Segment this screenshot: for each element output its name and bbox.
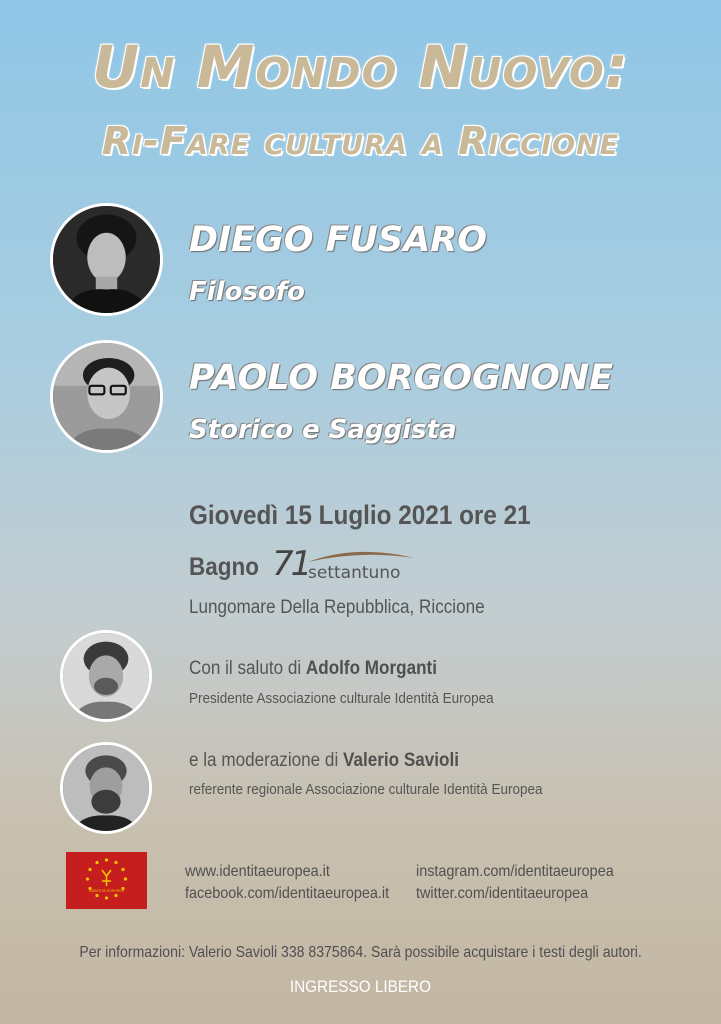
instagram-link[interactable]: instagram.com/identitaeuropea: [416, 863, 614, 880]
guest-intro: Con il saluto di: [189, 658, 302, 679]
speaker-role: Storico e Saggista: [189, 415, 457, 445]
free-entry-text: INGRESSO LIBERO: [289, 977, 432, 996]
guest-line: [189, 657, 437, 681]
guest-intro: e la moderazione di: [189, 750, 339, 771]
venue-logo-word: settantuno: [308, 563, 401, 583]
flag-text: IDENTITÀ EUROPEA: [89, 889, 124, 893]
guest-detail: Presidente Associazione culturale Identità Europea: [189, 690, 494, 707]
guest-name: Adolfo Morganti: [305, 658, 437, 679]
venue-logo-swoosh-icon: [306, 548, 416, 564]
info-line: [0, 943, 721, 963]
website-link[interactable]: www.identitaeuropea.it: [185, 863, 330, 880]
guest-detail: referente regionale Associazione culturale Identità Europea: [189, 781, 543, 798]
free-entry: [0, 976, 721, 998]
info-text: Per informazioni: Valerio Savioli 338 8375864. Sarà possibile acquistare i testi degli autori.: [79, 944, 642, 961]
guest-name: Valerio Savioli: [342, 750, 459, 771]
venue-logo-number: 71: [272, 544, 310, 584]
guest-line: [189, 749, 459, 773]
event-address: Lungomare Della Repubblica, Riccione: [189, 597, 485, 618]
guest-photo-adolfo-morganti: [60, 630, 152, 722]
venue-logo: [272, 545, 422, 585]
identita-europea-flag-logo: [66, 852, 147, 909]
poster-title: Un Mondo Nuovo:: [92, 33, 629, 101]
speaker-role: Filosofo: [189, 277, 305, 307]
guest-photo-valerio-savioli: [60, 742, 152, 834]
venue-label: Bagno: [189, 553, 260, 581]
speaker-name: PAOLO BORGOGNONE: [189, 358, 614, 398]
speaker-photo-diego-fusaro: [50, 203, 163, 316]
event-date: Giovedì 15 Luglio 2021 ore 21: [189, 500, 531, 530]
speaker-photo-paolo-borgognone: [50, 340, 163, 453]
twitter-link[interactable]: twitter.com/identitaeuropea: [416, 885, 589, 902]
speaker-name: DIEGO FUSARO: [189, 220, 487, 260]
facebook-link[interactable]: facebook.com/identitaeuropea.it: [185, 885, 390, 902]
poster-subtitle: Ri-Fare cultura a Riccione: [101, 119, 620, 163]
